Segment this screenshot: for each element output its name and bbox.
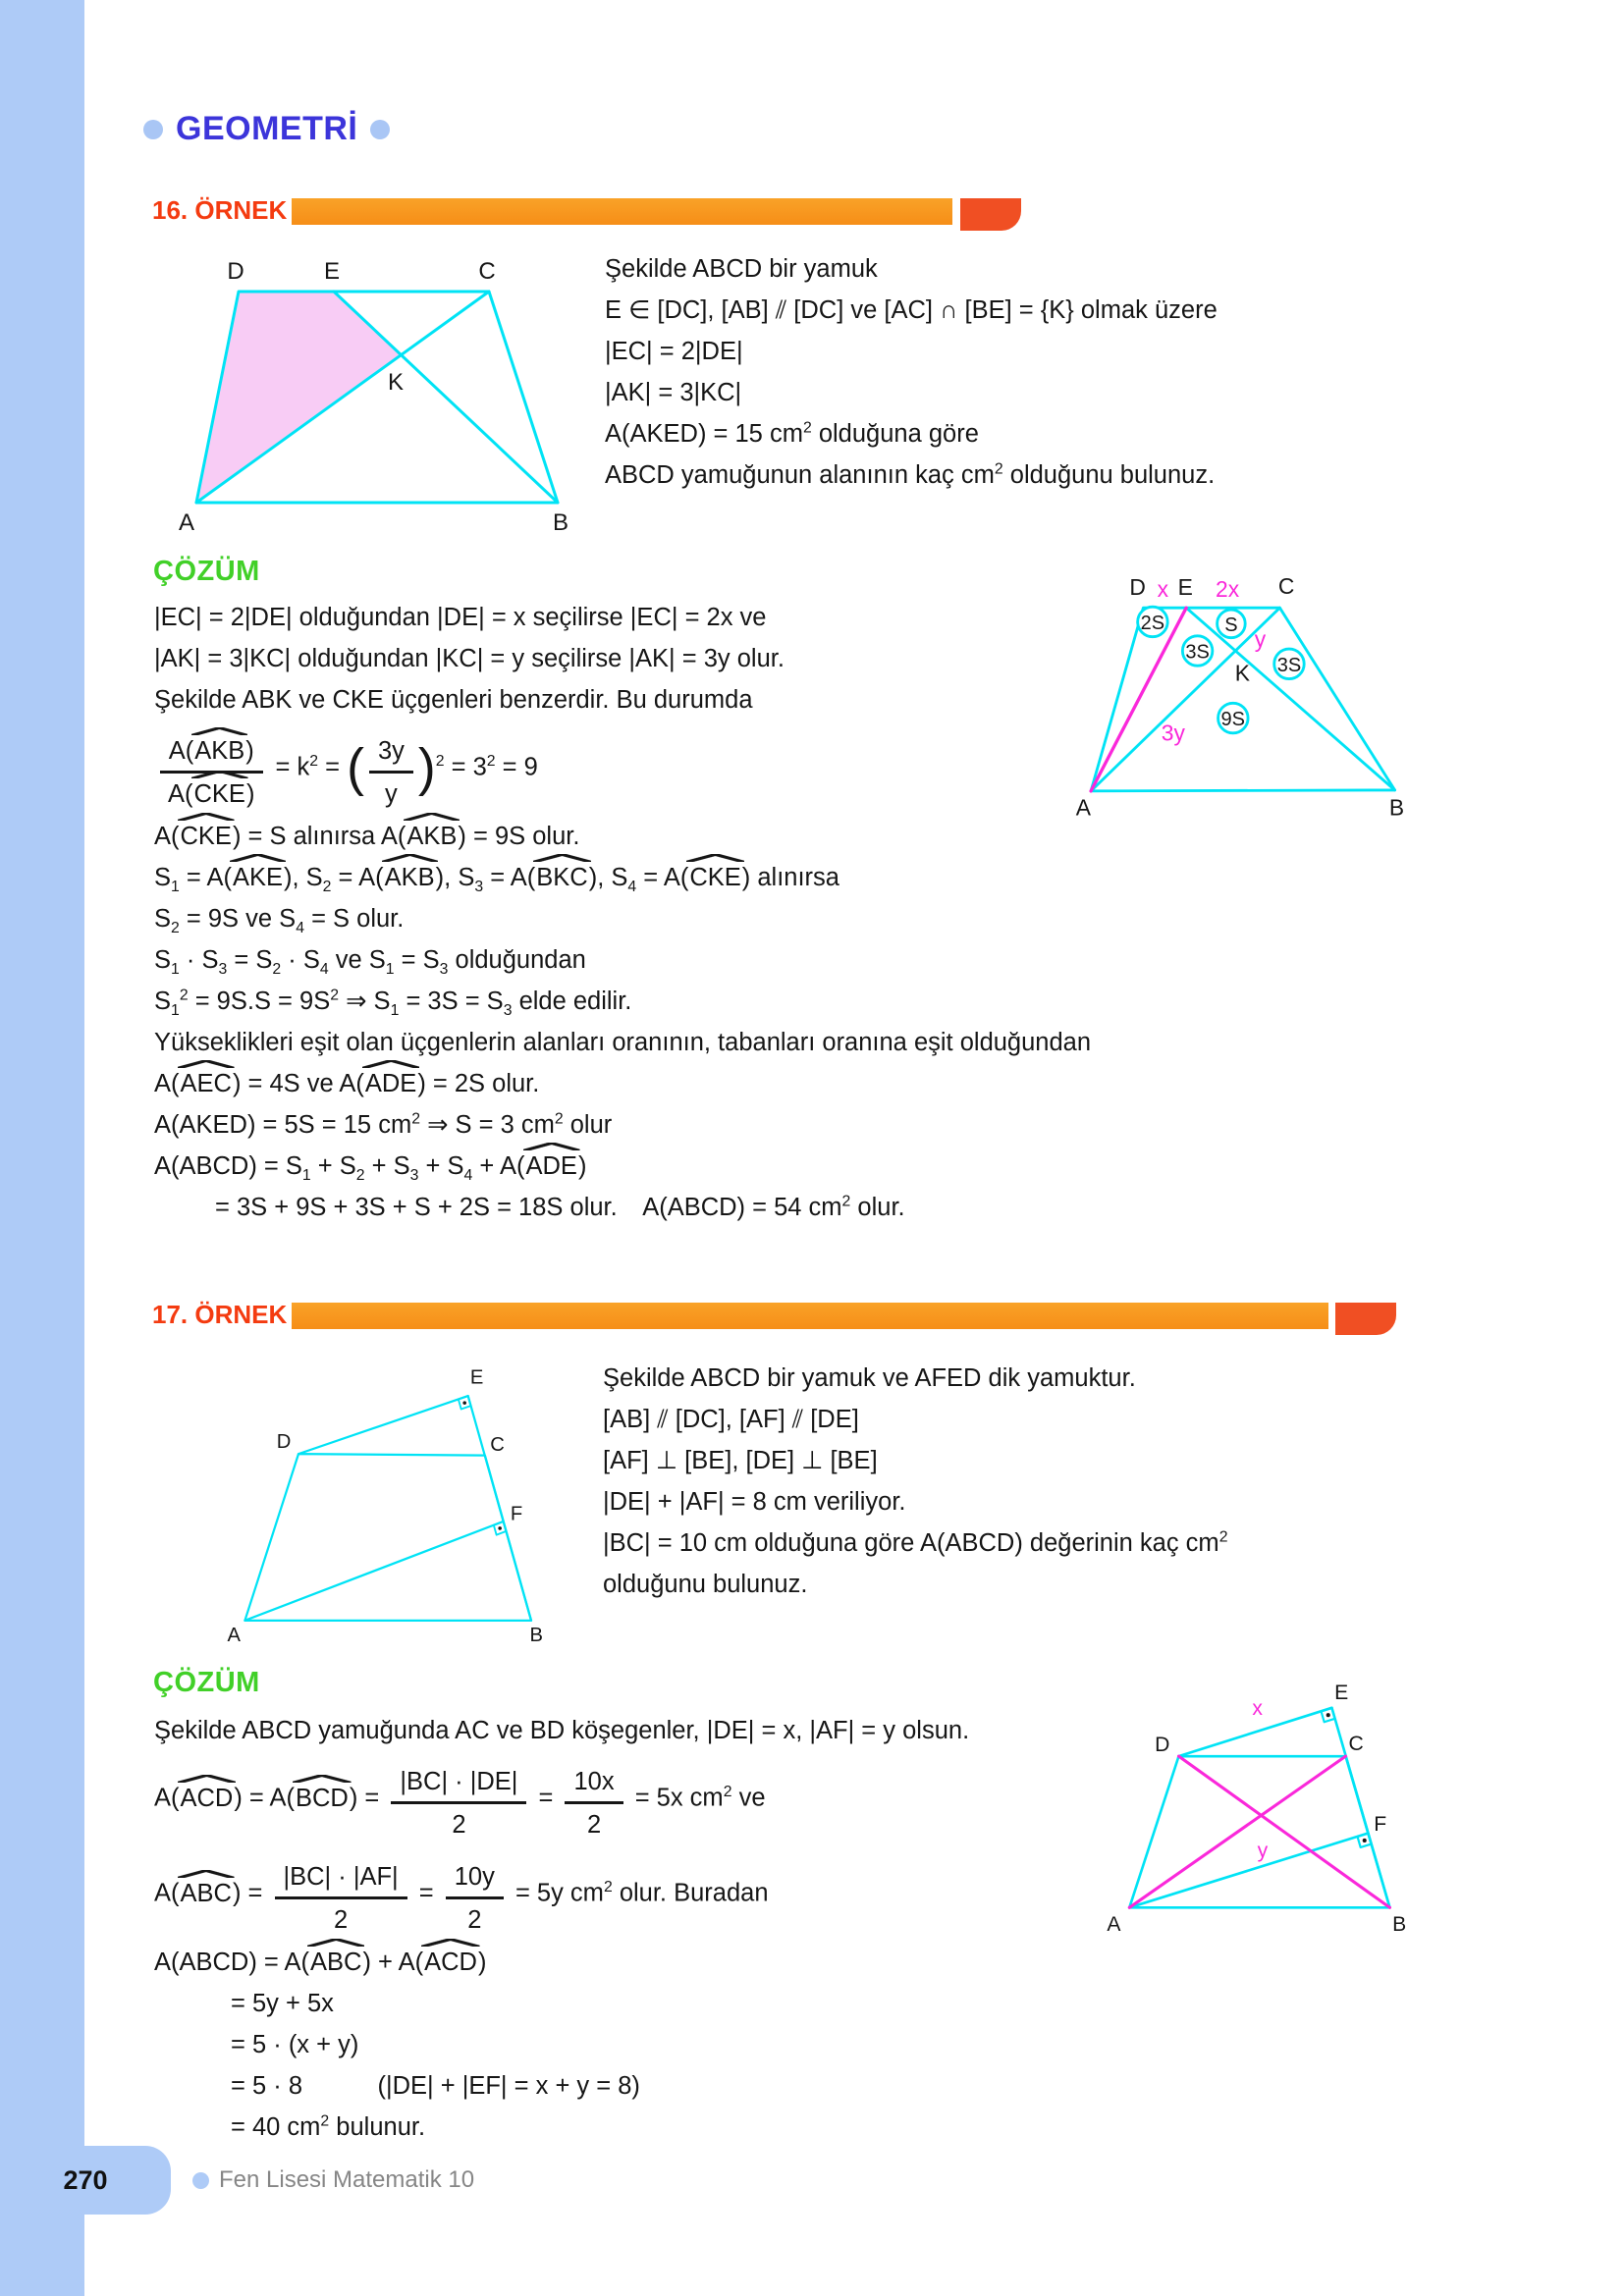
figure-example17-problem xyxy=(204,1338,550,1651)
solution-line: A(CKE) = S alınırsa A(AKB) = 9S olur. xyxy=(154,823,580,850)
area-badge-2s: 2S xyxy=(1140,613,1165,635)
vertex-label-c: C xyxy=(478,258,496,285)
vertex-label-b: B xyxy=(552,509,569,536)
bullet-dot-icon xyxy=(192,2172,209,2189)
page-number-tab xyxy=(0,2146,171,2215)
vertex-label-b: B xyxy=(529,1624,543,1646)
solution-heading-17: ÇÖZÜM xyxy=(153,1667,260,1698)
problem-line: A(AKED) = 15 $cm^2$ olduğuna göre xyxy=(605,419,979,448)
solution-line: A(AKED) = 5S = 15 $cm^2$ ⇒ S = 3 $cm^2$ olur xyxy=(154,1110,613,1139)
solution-line: $S_1^2 = 9S.S = 9S^2$ ⇒ $S_1 = 3S = S_3$ elde edilir. xyxy=(154,987,632,1020)
vertex-label-e: E xyxy=(323,258,341,285)
vertex-label-k: K xyxy=(387,369,405,396)
solution-line: Şekilde ABCD yamuğunda AC ve BD köşegenler, |DE| = x, |AF| = y olsun. xyxy=(154,1717,970,1744)
chapter-header xyxy=(143,110,390,148)
solution-line: A(AEC) = 4S ve A(ADE) = 2S olur. xyxy=(154,1070,540,1097)
vertex-label-d: D xyxy=(1129,573,1146,600)
figure-example16-problem xyxy=(165,247,587,547)
right-angle-dot xyxy=(498,1526,502,1530)
footer-dotted-rule xyxy=(496,2178,1551,2185)
vertex-label-d: D xyxy=(276,1431,292,1454)
segment-de xyxy=(298,1396,468,1454)
vertex-label-c: C xyxy=(1277,572,1295,599)
solution-line: $S_1 \cdot S_3 = S_2 \cdot S_4$ ve $S_1 = S_3$ olduğundan xyxy=(154,946,586,979)
vertex-label-e: E xyxy=(1334,1682,1349,1704)
trapezoid-abcd xyxy=(244,1454,531,1621)
shaded-region-aked xyxy=(196,292,405,503)
vertex-label-a: A xyxy=(1075,794,1092,821)
solution-heading-16: ÇÖZÜM xyxy=(153,556,260,587)
problem-line: [AF] ⊥ [BE], [DE] ⊥ [BE] xyxy=(603,1447,878,1474)
page-number: 270 xyxy=(63,2165,108,2195)
solution-line: $S_2 = 9S$ ve $S_4 = S$ olur. xyxy=(154,905,405,937)
problem-line: |EC| = 2|DE| xyxy=(605,338,743,365)
vertex-label-e: E xyxy=(1177,573,1193,600)
right-angle-dot xyxy=(462,1401,466,1405)
example-16-banner-cap xyxy=(960,198,1021,231)
length-label-2x: 2x xyxy=(1216,575,1240,602)
solution-line: Yükseklikleri eşit olan üçgenlerin alanları oranının, tabanları oranına eşit olduğundan xyxy=(154,1029,1092,1056)
example-17-problem xyxy=(603,1362,1227,1610)
example-16-label: 16. ÖRNEK xyxy=(152,195,288,225)
solution-line: $\frac{\text{A(AKB)}}{\text{A(CKE)}}$ = $k^2$ = ( $\frac{3y}{y}$ )$^2 = 3^2 = 9$ xyxy=(154,726,1091,811)
solution-line: A(ABC) = $\frac{|BC| \cdot |AF|}{2}$ = $\frac{10y}{2}$ = 5y $cm^2$ olur. Buradan xyxy=(154,1852,969,1937)
vertex-label-f: F xyxy=(510,1503,523,1525)
vertex-label-b: B xyxy=(1388,794,1405,821)
left-margin-strip xyxy=(0,0,84,2296)
bullet-dot-icon xyxy=(143,120,163,139)
segment-af xyxy=(244,1522,503,1621)
solution-line: |EC| = 2|DE| olduğundan |DE| = x seçilirse |EC| = 2x ve xyxy=(154,604,767,631)
vertex-label-b: B xyxy=(1392,1913,1407,1937)
example-16-banner-bar xyxy=(292,198,952,225)
solution-line: Şekilde ABK ve CKE üçgenleri benzerdir. Bu durumda xyxy=(154,686,753,714)
problem-line: ABCD yamuğunun alanının kaç $cm^2$ olduğunu bulunuz. xyxy=(605,460,1216,489)
problem-line: Şekilde ABCD bir yamuk ve AFED dik yamuktur. xyxy=(603,1364,1136,1392)
solution-line: |AK| = 3|KC| olduğundan |KC| = y seçilirse |AK| = 3y olur. xyxy=(154,645,785,672)
book-title: Fen Lisesi Matematik 10 xyxy=(219,2166,475,2193)
vertex-label-a: A xyxy=(178,509,195,536)
vertex-label-d: D xyxy=(1155,1733,1170,1756)
solution-line: = 5y + 5x xyxy=(231,1990,334,2017)
example-16-solution xyxy=(154,603,1091,1234)
solution-line: = 5 · 8 (|DE| + |EF| = x + y = 8) xyxy=(231,2072,640,2100)
vertex-label-c: C xyxy=(490,1434,505,1457)
problem-line: Şekilde ABCD bir yamuk xyxy=(605,255,878,283)
problem-line: |AK| = 3|KC| xyxy=(605,379,742,406)
diagonal-ac xyxy=(1091,608,1279,791)
bullet-dot-icon xyxy=(370,120,390,139)
vertex-label-f: F xyxy=(1374,1812,1387,1836)
problem-line: E ∈ [DC], [AB] ⫽ [DC] ve [AC] ∩ [BE] = {K} olmak üzere xyxy=(605,296,1218,324)
area-badge-3s: 3S xyxy=(1276,654,1302,676)
length-label-y: y xyxy=(1257,1840,1269,1863)
example-17-label: 17. ÖRNEK xyxy=(152,1300,288,1329)
problem-line: [AB] ⫽ [DC], [AF] ⫽ [DE] xyxy=(603,1406,859,1433)
solution-line: = 40 $cm^2$ bulunur. xyxy=(231,2112,426,2141)
length-label-x: x xyxy=(1157,575,1169,602)
example-17-solution xyxy=(154,1716,969,2154)
solution-line: A(ABCD) = $S_1 + S_2 + S_3 + S_4 + A(ADE)$ xyxy=(154,1152,587,1185)
vertex-label-e: E xyxy=(469,1366,484,1389)
area-badge-9s: 9S xyxy=(1220,709,1246,731)
vertex-label-c: C xyxy=(1348,1732,1364,1755)
solution-line: $S_1 = A(AKE)$, $S_2 = A(AKB)$, $S_3 = A(BKC)$, $S_4 = A(CKE)$ alınırsa xyxy=(154,864,839,896)
right-angle-dot xyxy=(1326,1713,1330,1717)
problem-line: |BC| = 10 cm olduğuna göre A(ABCD) değerinin kaç $cm^2$ xyxy=(603,1528,1228,1557)
solution-line: = 5 · (x + y) xyxy=(231,2031,359,2058)
length-label-3y: 3y xyxy=(1161,720,1185,746)
solution-line: A(ABCD) = A(ABC) + A(ACD) xyxy=(154,1949,487,1976)
example-17-banner-cap xyxy=(1335,1303,1396,1335)
length-label-x: x xyxy=(1252,1696,1263,1720)
vertex-label-a: A xyxy=(227,1624,241,1646)
vertex-label-a: A xyxy=(1107,1913,1121,1937)
figure-example17-solution xyxy=(1088,1661,1451,1960)
diagonal-db xyxy=(1179,1756,1390,1907)
figure-example16-solution xyxy=(1072,550,1465,835)
segment-be xyxy=(1186,608,1394,790)
length-label-y: y xyxy=(1254,626,1267,653)
diagonal-ac xyxy=(1129,1756,1345,1907)
solution-line: A(ACD) = A(BCD) = $\frac{|BC| \cdot |DE|}{2}$ = $\frac{10x}{2}$ = 5x $cm^2$ ve xyxy=(154,1757,969,1842)
vertex-label-k: K xyxy=(1234,660,1250,686)
right-angle-dot xyxy=(1363,1839,1367,1842)
problem-line: olduğunu bulunuz. xyxy=(603,1571,808,1598)
segment-af xyxy=(1129,1834,1368,1908)
trapezoid-abcd xyxy=(1129,1756,1389,1907)
vertex-label-d: D xyxy=(227,258,244,285)
area-badge-s: S xyxy=(1224,614,1238,636)
area-badge-3s: 3S xyxy=(1185,641,1210,664)
trapezoid-abcd xyxy=(1091,608,1395,791)
example-16-problem xyxy=(605,253,1218,501)
solution-line: = 3S + 9S + 3S + S + 2S = 18S olur. A(ABCD) = 54 $cm^2$ olur. xyxy=(215,1193,905,1221)
problem-line: |DE| + |AF| = 8 cm veriliyor. xyxy=(603,1488,906,1516)
segment-ae xyxy=(1091,608,1186,791)
example-17-banner-bar xyxy=(292,1303,1328,1329)
chapter-title: GEOMETRİ xyxy=(176,110,358,147)
